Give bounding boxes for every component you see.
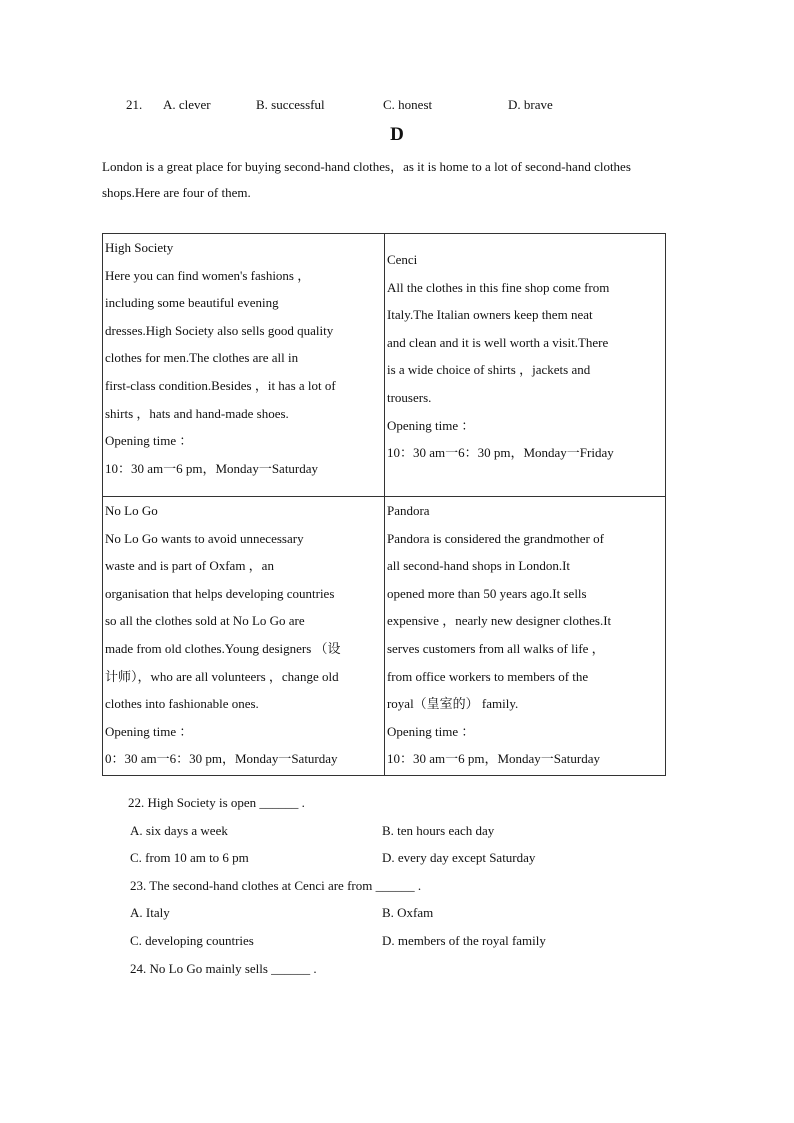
- opening-label: Opening time ：: [386, 417, 475, 433]
- q21-number: 21.: [126, 97, 143, 112]
- shop-description-line: clothes into fashionable ones.: [105, 696, 259, 712]
- shop-description-line: Pandora is considered the grandmother of: [386, 530, 604, 546]
- shop-description-line: Italy.The Italian owners keep them neat: [386, 307, 593, 323]
- q23-option-a: A. Italy: [130, 905, 170, 920]
- shop-name: Pandora: [386, 503, 430, 518]
- shop-description-line: clothes for men.The clothes are all in: [105, 350, 299, 366]
- shop-description-line: serves customers from all walks of life ，: [386, 640, 605, 656]
- shop-description-line: shirts ，hats and hand-made shoes.: [105, 405, 289, 421]
- shop-description-line: Here you can find women's fashions ，: [105, 267, 311, 283]
- q22-option-d: D. every day except Saturday: [382, 850, 536, 865]
- shop-cell-pandora: [384, 497, 665, 776]
- shop-description-line: opened more than 50 years ago.It sells: [386, 585, 587, 601]
- opening-time: 10：30 am一6 pm，Monday一Saturday: [386, 751, 601, 767]
- q24-stem: 24. No Lo Go mainly sells ______ .: [130, 961, 317, 976]
- q23-option-b: B. Oxfam: [382, 905, 434, 920]
- shops-table: [102, 233, 666, 776]
- shop-description-line: All the clothes in this fine shop come from: [386, 279, 610, 295]
- q23-option-c: C. developing countries: [130, 933, 254, 948]
- shop-cell-cenci: [384, 234, 665, 497]
- shop-description-line: from office workers to members of the: [386, 668, 589, 684]
- q21-option-b: B. successful: [256, 97, 325, 112]
- shop-description-line: trousers.: [386, 389, 432, 405]
- q22-stem: 22. High Society is open ______ .: [128, 795, 305, 810]
- shop-description-line: first-class condition.Besides ，it has a lot of: [105, 377, 336, 393]
- shop-name: No Lo Go: [105, 503, 158, 518]
- shop-description-line: royal（皇室的） family.: [386, 696, 519, 712]
- intro-line: shops.Here are four of them.: [102, 185, 251, 200]
- opening-label: Opening time ：: [105, 433, 193, 449]
- opening-label: Opening time ：: [105, 723, 193, 739]
- shop-name: High Society: [105, 240, 174, 255]
- opening-time: 10：30 am一6 pm，Monday一Saturday: [105, 460, 319, 476]
- q23-stem: 23. The second-hand clothes at Cenci are from ______ .: [130, 878, 422, 893]
- q21-option-a: A. clever: [163, 97, 211, 112]
- shop-description-line: made from old clothes.Young designers （设: [105, 640, 341, 656]
- q21-option-c: C. honest: [383, 97, 433, 112]
- intro-line: London is a great place for buying second-hand clothes，as it is home to a lot of second-hand clothes: [102, 159, 631, 174]
- shop-description-line: so all the clothes sold at No Lo Go are: [105, 613, 305, 629]
- intro-paragraph: [102, 154, 682, 206]
- shop-description-line: organisation that helps developing countries: [105, 585, 335, 601]
- shop-description-line: No Lo Go wants to avoid unnecessary: [105, 530, 304, 546]
- shop-description-line: all second-hand shops in London.It: [386, 558, 571, 574]
- shop-description-line: 计师），who are all volunteers ，change old: [105, 668, 339, 684]
- q23-option-d: D. members of the royal family: [382, 933, 546, 948]
- q21-option-d: D. brave: [508, 97, 553, 112]
- shop-description-line: and clean and it is well worth a visit.There: [386, 334, 609, 350]
- section-title: D: [390, 124, 404, 145]
- shop-description-line: expensive ，nearly new designer clothes.It: [386, 613, 612, 629]
- q22-option-c: C. from 10 am to 6 pm: [130, 850, 249, 865]
- opening-time: 0：30 am一6：30 pm，Monday一Saturday: [105, 751, 338, 767]
- shop-cell-high-society: [103, 234, 385, 497]
- shop-description-line: is a wide choice of shirts ，jackets and: [386, 362, 591, 378]
- q22-option-a: A. six days a week: [130, 823, 228, 838]
- shop-description-line: dresses.High Society also sells good quality: [105, 322, 334, 338]
- shop-name: Cenci: [386, 252, 418, 267]
- shop-description-line: waste and is part of Oxfam ，an: [105, 558, 274, 574]
- q22-option-b: B. ten hours each day: [382, 823, 495, 838]
- shop-cell-no-lo-go: [103, 497, 385, 776]
- opening-label: Opening time ：: [386, 723, 475, 739]
- shop-description-line: including some beautiful evening: [105, 295, 279, 311]
- opening-time: 10：30 am一6：30 pm，Monday一Friday: [386, 445, 614, 461]
